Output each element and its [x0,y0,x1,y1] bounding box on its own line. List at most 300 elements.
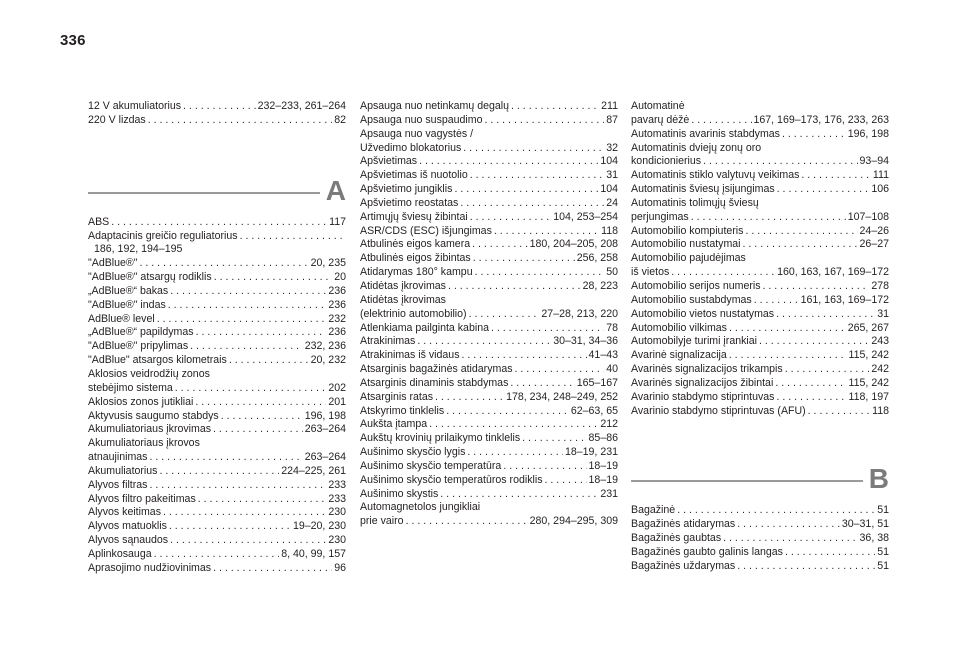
index-entry-line [360,501,618,515]
index-entry [631,322,889,336]
index-term: Aušinimo skysčio lygis [360,446,466,459]
leader-dots [775,377,846,391]
index-page-refs: 117 [329,215,346,228]
index-page-refs: 30–31, 51 [841,518,889,531]
section-letter: B [868,463,889,495]
index-term: „AdBlue®“ bakas [88,284,169,297]
index-entry [631,294,889,308]
leader-dots [140,257,309,271]
index-entry-line [88,410,346,424]
index-entry [631,349,889,363]
index-entry-line [360,280,618,294]
index-entry-line [631,100,889,114]
index-entry-line [631,294,889,308]
index-entry-line [631,238,889,252]
index-entry [631,169,889,183]
index-page-refs: 256, 258 [576,252,618,265]
index-entry-line [360,460,618,474]
index-page-refs: 41–43 [588,349,618,362]
letter-heading [88,168,346,206]
leader-dots [485,114,605,128]
leader-dots [691,114,751,128]
index-entry-line [360,142,618,156]
index-page-refs: 165–167 [576,376,618,389]
index-entry-line [360,418,618,432]
index-page-refs: 236 [328,284,346,297]
index-entry [88,114,346,128]
leader-dots [460,197,604,211]
leader-dots [170,285,326,299]
leader-dots [190,340,303,354]
index-term: Avarinės signalizacijos trikampis [631,363,783,376]
index-term: Atidėtas įkrovimas [360,279,446,292]
index-entry [631,546,889,560]
index-term: "AdBlue®" atsargų rodiklis [88,271,212,284]
index-term: Bagažinės gaubtas [631,532,722,545]
index-term: perjungimas [631,210,689,223]
index-entry-line [360,183,618,197]
index-entry [360,128,618,156]
index-entry-group [88,216,346,576]
leader-dots [149,479,326,493]
index-term: Alyvos filtro pakeitimas [88,492,196,505]
index-entry-line [360,252,618,266]
index-page-refs: 212 [600,418,618,431]
leader-dots [763,280,870,294]
index-term: Aktyvusis saugumo stabdys [88,409,219,422]
leader-dots [406,515,528,529]
index-entry-line [631,518,889,532]
index-page-refs: 242 [871,363,889,376]
index-term: Akumuliatoriaus įkrovimas [88,423,212,436]
section-letter: A [325,174,346,206]
index-entry-line [631,546,889,560]
index-page-refs: 243 [871,335,889,348]
letter-heading [631,456,889,494]
index-entry-line [360,266,618,280]
index-term: Atsarginis ratas [360,390,434,403]
index-term: Aplinkosauga [88,547,152,560]
index-term: „AdBlue®“ papildymas [88,326,194,339]
index-entry [360,446,618,460]
index-entry-line [631,155,889,169]
index-page-refs: 26–27 [859,238,889,251]
index-entry-line [631,280,889,294]
index-entry [88,313,346,327]
index-page-refs: 115, 242 [848,349,889,362]
index-term: Automobilio vietos nustatymas [631,307,775,320]
index-page-refs: 196, 198 [847,127,889,140]
index-term: Automobilio vilkimas [631,321,727,334]
index-term: Aukštų krovinių prilaikymo tinklelis [360,432,521,445]
index-entry-line [88,368,346,382]
index-column-3 [631,100,889,574]
index-page-refs: 233 [328,492,346,505]
leader-dots [470,211,551,225]
leader-dots [196,326,327,340]
index-term: Avarinio stabdymo stiprintuvas [631,390,775,403]
index-page-refs: 232 [328,312,346,325]
index-entry-line [631,322,889,336]
leader-dots [467,446,563,460]
leader-dots [163,506,326,520]
index-page-refs: 24 [606,196,618,209]
index-entry [631,377,889,391]
index-entry-line [360,488,618,502]
index-entry-line [631,128,889,142]
index-term: Automobilio kompiuteris [631,224,744,237]
index-entry-line [88,520,346,534]
index-page-refs: 36, 38 [859,532,889,545]
leader-dots [737,560,875,574]
page-number: 336 [60,32,86,49]
leader-dots [776,391,846,405]
index-entry-line [88,479,346,493]
index-page-refs: 93–94 [859,155,889,168]
index-term: iš vietos [631,266,670,279]
index-page-refs: 18–19, 231 [564,446,618,459]
index-page-refs: 51 [877,504,889,517]
index-entry-line [360,308,618,322]
index-term: prie vairo [360,515,404,528]
section-divider [88,192,320,194]
index-entry-line [631,211,889,225]
index-page-refs: 87 [606,113,618,126]
index-entry [360,294,618,322]
index-term: Aušinimo skystis [360,487,439,500]
leader-dots [229,354,309,368]
index-page-refs: 263–264 [304,451,346,464]
index-entry [360,391,618,405]
index-entry-line [360,363,618,377]
index-entry-line [360,211,618,225]
leader-dots [782,128,846,142]
index-term: Automobilio nustatymai [631,238,741,251]
index-entry-line [88,548,346,562]
index-page-refs: 236 [328,298,346,311]
index-column-2 [360,100,618,529]
index-term: "AdBlue" atsargos kilometrais [88,354,227,367]
index-entry [631,363,889,377]
index-entry-line [360,446,618,460]
index-entry [360,238,618,252]
leader-dots [175,382,327,396]
index-entry-line [631,252,889,266]
index-entry-line [631,266,889,280]
index-entry [88,354,346,368]
index-entry [631,280,889,294]
index-term: Atidėtas įkrovimas [360,293,446,306]
index-entry [88,506,346,520]
leader-dots [473,252,575,266]
index-page-refs: 62–63, 65 [570,404,618,417]
index-entry [360,252,618,266]
index-term: ABS [88,215,110,228]
index-term: pavarų dėžė [631,113,690,126]
leader-dots [417,335,551,349]
index-page-refs: 30–31, 34–36 [553,335,618,348]
index-page-refs: 224–225, 261 [281,464,346,477]
index-entry [631,225,889,239]
index-term: Apšvietimo jungiklis [360,183,453,196]
index-entry [631,335,889,349]
index-entry-line [631,391,889,405]
index-entry [360,100,618,114]
index-entry [88,257,346,271]
leader-dots [454,183,598,197]
index-entry-group [631,504,889,573]
index-entry-line [360,335,618,349]
leader-dots [729,349,847,363]
index-entry-line [631,504,889,518]
index-term: Alyvos sąnaudos [88,534,169,547]
leader-dots [169,520,291,534]
index-entry-group [88,100,346,128]
index-entry [88,216,346,230]
index-entry [360,335,618,349]
index-page-refs: 280, 294–295, 309 [529,515,618,528]
index-entry [88,299,346,313]
index-term: Automatinė [631,100,685,112]
leader-dots [198,493,327,507]
index-term: Bagažinės gaubto galinis langas [631,545,783,558]
index-entry-line [88,100,346,114]
leader-dots [515,363,605,377]
index-term: Atsarginis dinaminis stabdymas [360,376,509,389]
index-entry [360,322,618,336]
leader-dots [743,238,858,252]
index-entry [360,114,618,128]
index-entry [360,183,618,197]
index-entry [360,363,618,377]
index-term: Aklosios zonos jutikliai [88,395,194,408]
index-entry [360,169,618,183]
index-term: Atsarginis bagažinės atidarymas [360,363,513,376]
index-entry-line [360,225,618,239]
index-page-refs: 19–20, 230 [292,520,346,533]
index-page-refs: 167, 169–173, 176, 233, 263 [753,113,889,126]
index-page-refs: 106 [871,183,889,196]
index-term: Automatinis tolimųjų šviesų [631,196,759,209]
leader-dots [419,155,598,169]
index-entry [360,488,618,502]
index-page-refs: 263–264 [304,423,346,436]
index-entry [88,534,346,548]
index-term: Bagažinės atidarymas [631,518,736,531]
index-entry [631,183,889,197]
index-entry-line [631,335,889,349]
index-entry-line [631,225,889,239]
index-term: atnaujinimas [88,451,148,464]
index-term: Automagnetolos jungikliai [360,501,481,514]
index-entry-line [631,363,889,377]
index-page-refs: 28, 223 [582,279,618,292]
index-entry [88,520,346,534]
index-entry [360,280,618,294]
index-page-refs: 50 [606,266,618,279]
index-entry-line [88,285,346,299]
index-entry-line [88,216,346,230]
index-page-refs: 118, 197 [848,390,889,403]
index-entry-line [88,114,346,128]
index-entry-line [360,377,618,391]
index-page-refs: 118 [601,224,618,237]
index-entry-line [631,349,889,363]
index-entry-line [88,299,346,313]
index-entry-line [88,271,346,285]
index-entry-line [88,326,346,340]
leader-dots [511,100,599,114]
index-term: Aušinimo skysčio temperatūra [360,459,502,472]
index-entry-line [88,313,346,327]
index-term: Aklosios veidrodžių zonos [88,367,210,380]
index-page-refs: 78 [606,321,618,334]
index-entry [88,493,346,507]
index-term: Atbulinės eigos žibintas [360,252,471,265]
index-entry [88,340,346,354]
index-entry-line [360,100,618,114]
index-entry [88,410,346,424]
index-page-refs: 8, 40, 99, 157 [281,547,346,560]
index-entry-line [88,354,346,368]
index-page-refs: 230 [328,506,346,519]
index-entry [88,100,346,114]
index-term: Automatinis avarinis stabdymas [631,127,780,140]
index-entry-line [631,197,889,211]
leader-dots [168,299,327,313]
index-entry-line [360,322,618,336]
index-term: Atbulinės eigos kamera [360,238,471,251]
leader-dots [183,100,256,114]
leader-dots [213,423,303,437]
index-page-refs: 211 [601,100,618,112]
index-entry [631,504,889,518]
index-term: Automobilyje turimi įrankiai [631,335,757,348]
index-page-refs: 231 [600,487,618,500]
index-page-refs: 196, 198 [304,409,346,422]
leader-dots [808,405,870,419]
index-term: Avarinio stabdymo stiprintuvas (AFU) [631,404,806,417]
index-entry [360,460,618,474]
leader-dots [448,280,581,294]
index-entry-line [360,197,618,211]
index-page-refs: 51 [877,559,889,572]
leader-dots [154,548,280,562]
index-page-refs: 161, 163, 169–172 [800,293,889,306]
index-entry-line [360,128,618,142]
index-entry [631,518,889,532]
section-divider [631,480,863,482]
leader-dots [545,474,587,488]
index-entry-line [631,560,889,574]
leader-dots [157,313,327,327]
index-entry-line [88,465,346,479]
index-entry-line [88,493,346,507]
index-entry-line [631,142,889,156]
index-term: Artimųjų šviesų žibintai [360,210,468,223]
index-entry-line [631,405,889,419]
index-term: Aprasojimo nudžiovinimas [88,561,212,574]
index-page-refs: 104 [600,155,618,168]
index-term: Apšvietimo reostatas [360,196,459,209]
index-term: Užvedimo blokatorius [360,141,462,154]
index-entry-line [88,534,346,548]
index-entry-line [360,515,618,529]
index-entry-line [360,349,618,363]
index-page-refs: 18–19 [588,473,618,486]
index-term: Atidarymas 180° kampu [360,266,473,279]
index-page-refs: 104 [600,183,618,196]
leader-dots [503,460,586,474]
index-entry [360,418,618,432]
index-term: Apsauga nuo vagystės / [360,127,474,140]
index-term: Akumuliatorius [88,464,158,477]
index-term: Alyvos keitimas [88,506,161,519]
index-page-refs: 265, 267 [847,321,889,334]
index-entry [631,405,889,419]
leader-dots [776,308,875,322]
index-term: Atrakinimas iš vidaus [360,349,460,362]
index-term: Apšvietimas iš nuotolio [360,169,468,182]
leader-dots [671,266,775,280]
index-term: kondicionierius [631,155,702,168]
leader-dots [522,432,586,446]
index-entry [88,285,346,299]
index-page-refs: 85–86 [588,432,618,445]
index-term: "AdBlue®" pripylimas [88,340,189,353]
index-entry [631,128,889,142]
index-page-refs: 201 [328,395,346,408]
index-term: Akumuliatoriaus įkrovos [88,437,200,450]
leader-dots [737,518,840,532]
index-entry [88,465,346,479]
index-term: ASR/CDS (ESC) išjungimas [360,224,492,237]
index-page-refs: 107–108 [847,210,889,223]
index-entry-line [631,114,889,128]
index-entry-line [360,432,618,446]
index-page-refs: 115, 242 [848,376,889,389]
index-entry [88,479,346,493]
index-page-refs: 18–19 [588,459,618,472]
index-entry [360,377,618,391]
index-page-refs: 233 [328,478,346,491]
index-entry [88,423,346,437]
index-term: Apsauga nuo suspaudimo [360,113,483,126]
index-entry [360,266,618,280]
index-entry [631,100,889,128]
leader-dots [691,211,846,225]
index-page-refs: 232–233, 261–264 [257,100,346,112]
index-term: "AdBlue®" indas [88,298,166,311]
index-term: Bagažinė [631,504,676,517]
index-column-1 [88,100,346,576]
index-entry [360,197,618,211]
index-page-refs: 82 [334,113,346,126]
index-entry-line [88,382,346,396]
index-term: Automobilio pajudėjimas [631,252,746,265]
index-entry [360,405,618,419]
index-page-refs: 20 [334,271,346,284]
index-entry-group [631,100,889,418]
index-page-refs: 160, 163, 167, 169–172 [777,266,889,279]
index-page-refs: 51 [877,545,889,558]
index-entry-line [360,391,618,405]
index-entry [360,501,618,529]
leader-dots [494,225,599,239]
index-page-refs: 178, 234, 248–249, 252 [506,390,618,403]
index-page-refs: 96 [334,561,346,574]
index-entry-line [360,238,618,252]
